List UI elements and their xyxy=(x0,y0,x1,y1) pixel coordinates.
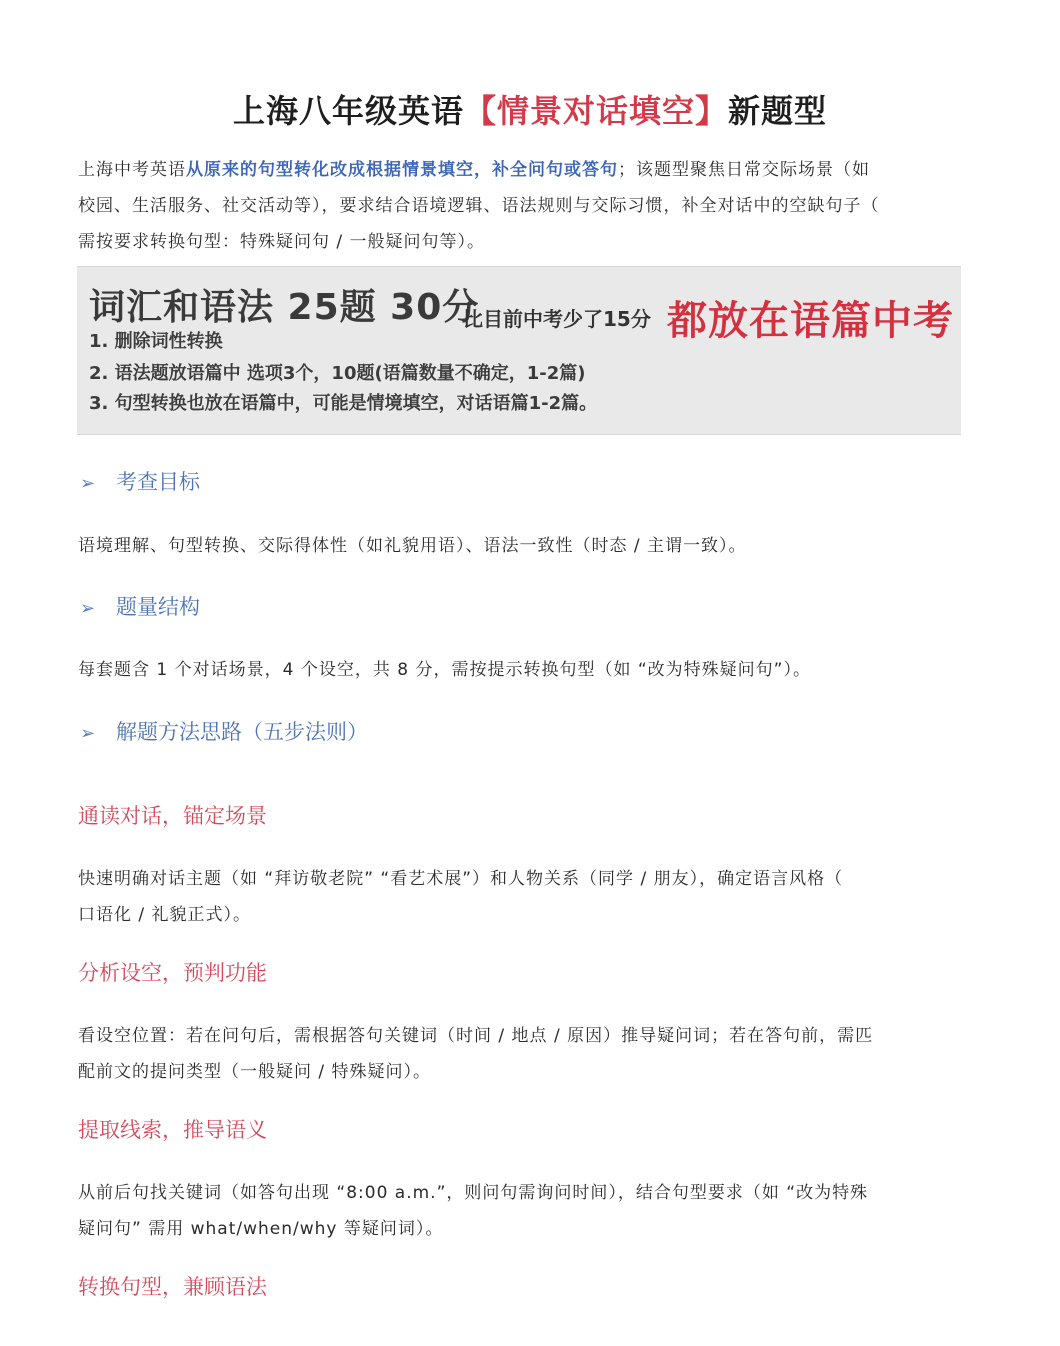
intro-lead: 上海中考英语 xyxy=(78,160,186,180)
step-text-line: 从前后句找关键词（如答句出现 “8:00 a.m.”，则问句需询问时间），结合句型要求（如 “改为特殊 xyxy=(78,1183,869,1203)
intro-line1-rest: 该题型聚焦日常交际场景（如 xyxy=(636,160,870,180)
intro-line-1 xyxy=(78,152,978,188)
title-prefix: 上海八年级英语 xyxy=(232,92,464,130)
intro-highlight: 从原来的句型转化改成根据情景填空，补全问句或答句 xyxy=(186,160,618,180)
step-title-3: 提取线索，推导语义 xyxy=(78,1118,267,1142)
section-title: 题量结构 xyxy=(116,595,200,619)
step-text-line: 配前文的提问类型（一般疑问 / 特殊疑问）。 xyxy=(78,1062,432,1082)
step-text-1 xyxy=(78,861,968,933)
title-suffix: 新题型 xyxy=(728,92,828,130)
arrow-bullet-icon: ➢ xyxy=(80,723,96,744)
step-title-2: 分析设空，预判功能 xyxy=(78,961,267,985)
section-title: 解题方法思路（五步法则） xyxy=(116,720,368,744)
title-highlight: 【情景对话填空】 xyxy=(463,92,728,130)
banner-heading: 词汇和语法 25题 30分 xyxy=(89,287,480,328)
arrow-bullet-icon: ➢ xyxy=(80,473,96,494)
intro-semicolon: ； xyxy=(618,160,636,180)
section-heading-methods xyxy=(80,716,368,746)
step-text-line: 疑问句” 需用 what/when/why 等疑问词）。 xyxy=(78,1219,444,1239)
banner-red-slogan: 都放在语篇中考 xyxy=(667,298,954,344)
section-text-exam-goals: 语境理解、句型转换、交际得体性（如礼貌用语）、语法一致性（时态 / 主谓一致）。 xyxy=(78,536,747,556)
step-text-line: 快速明确对话主题（如 “拜访敬老院” “看艺术展”）和人物关系（同学 / 朋友），确定语言风格（ xyxy=(78,869,844,889)
section-heading-exam-goals xyxy=(80,466,200,496)
banner-line-3: 3. 句型转换也放在语篇中，可能是情境填空，对话语篇1-2篇。 xyxy=(89,393,598,414)
page-title xyxy=(0,86,1060,132)
exam-change-banner-image xyxy=(77,266,961,435)
section-title: 考查目标 xyxy=(116,470,200,494)
section-text-structure: 每套题含 1 个对话场景，4 个设空，共 8 分，需按提示转换句型（如 “改为特殊疑问句”）。 xyxy=(78,660,811,680)
section-heading-structure xyxy=(80,591,200,621)
step-title-4: 转换句型，兼顾语法 xyxy=(78,1275,267,1299)
step-text-3 xyxy=(78,1175,968,1247)
banner-subheading: 比目前中考少了15分 xyxy=(463,307,651,331)
intro-line-3: 需按要求转换句型：特殊疑问句 / 一般疑问句等）。 xyxy=(78,232,486,252)
banner-line-1: 1. 删除词性转换 xyxy=(89,331,223,352)
step-title-1: 通读对话，锚定场景 xyxy=(78,804,267,828)
banner-line-2: 2. 语法题放语篇中 选项3个，10题(语篇数量不确定，1-2篇) xyxy=(89,363,586,384)
arrow-bullet-icon: ➢ xyxy=(80,598,96,619)
step-text-2 xyxy=(78,1018,968,1090)
step-text-line: 看设空位置：若在问句后，需根据答句关键词（时间 / 地点 / 原因）推导疑问词；若在答句前，需匹 xyxy=(78,1026,874,1046)
intro-paragraph xyxy=(78,152,978,260)
step-text-line: 口语化 / 礼貌正式）。 xyxy=(78,905,252,925)
intro-line-2: 校园、生活服务、社交活动等），要求结合语境逻辑、语法规则与交际习惯，补全对话中的空缺句子（ xyxy=(78,196,880,216)
